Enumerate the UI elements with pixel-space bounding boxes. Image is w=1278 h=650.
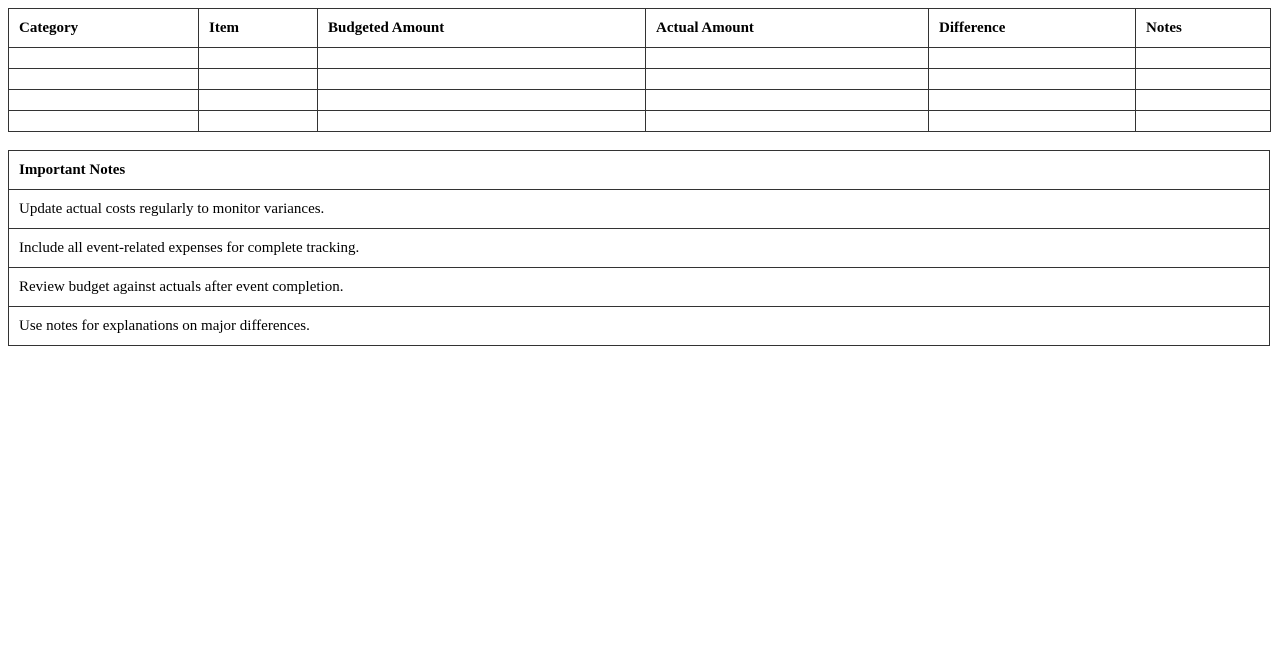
notes-title: Important Notes bbox=[9, 151, 1270, 190]
table-row bbox=[9, 90, 1271, 111]
note-row bbox=[9, 307, 1270, 346]
cell-category[interactable] bbox=[9, 90, 199, 111]
column-header-notes: Notes bbox=[1136, 9, 1271, 48]
note-item: Update actual costs regularly to monitor variances. bbox=[9, 190, 1270, 229]
cell-difference[interactable] bbox=[929, 69, 1136, 90]
table-header-row bbox=[9, 9, 1271, 48]
note-item: Use notes for explanations on major differences. bbox=[9, 307, 1270, 346]
table-row bbox=[9, 69, 1271, 90]
budget-table bbox=[8, 8, 1271, 132]
cell-item[interactable] bbox=[199, 111, 318, 132]
notes-header-row bbox=[9, 151, 1270, 190]
cell-item[interactable] bbox=[199, 48, 318, 69]
cell-difference[interactable] bbox=[929, 111, 1136, 132]
cell-notes[interactable] bbox=[1136, 90, 1271, 111]
cell-difference[interactable] bbox=[929, 48, 1136, 69]
note-row bbox=[9, 229, 1270, 268]
cell-category[interactable] bbox=[9, 69, 199, 90]
cell-notes[interactable] bbox=[1136, 69, 1271, 90]
table-row bbox=[9, 111, 1271, 132]
cell-actual-amount[interactable] bbox=[646, 111, 929, 132]
cell-budgeted-amount[interactable] bbox=[318, 48, 646, 69]
note-item: Include all event-related expenses for complete tracking. bbox=[9, 229, 1270, 268]
cell-notes[interactable] bbox=[1136, 111, 1271, 132]
column-header-item: Item bbox=[199, 9, 318, 48]
note-row bbox=[9, 268, 1270, 307]
note-item: Review budget against actuals after event completion. bbox=[9, 268, 1270, 307]
note-row bbox=[9, 190, 1270, 229]
cell-budgeted-amount[interactable] bbox=[318, 111, 646, 132]
cell-category[interactable] bbox=[9, 111, 199, 132]
cell-category[interactable] bbox=[9, 48, 199, 69]
cell-budgeted-amount[interactable] bbox=[318, 90, 646, 111]
cell-actual-amount[interactable] bbox=[646, 48, 929, 69]
cell-item[interactable] bbox=[199, 90, 318, 111]
cell-actual-amount[interactable] bbox=[646, 90, 929, 111]
table-row bbox=[9, 48, 1271, 69]
column-header-category: Category bbox=[9, 9, 199, 48]
column-header-budgeted-amount: Budgeted Amount bbox=[318, 9, 646, 48]
cell-actual-amount[interactable] bbox=[646, 69, 929, 90]
important-notes-table bbox=[8, 150, 1270, 346]
cell-budgeted-amount[interactable] bbox=[318, 69, 646, 90]
column-header-difference: Difference bbox=[929, 9, 1136, 48]
cell-difference[interactable] bbox=[929, 90, 1136, 111]
cell-item[interactable] bbox=[199, 69, 318, 90]
column-header-actual-amount: Actual Amount bbox=[646, 9, 929, 48]
cell-notes[interactable] bbox=[1136, 48, 1271, 69]
